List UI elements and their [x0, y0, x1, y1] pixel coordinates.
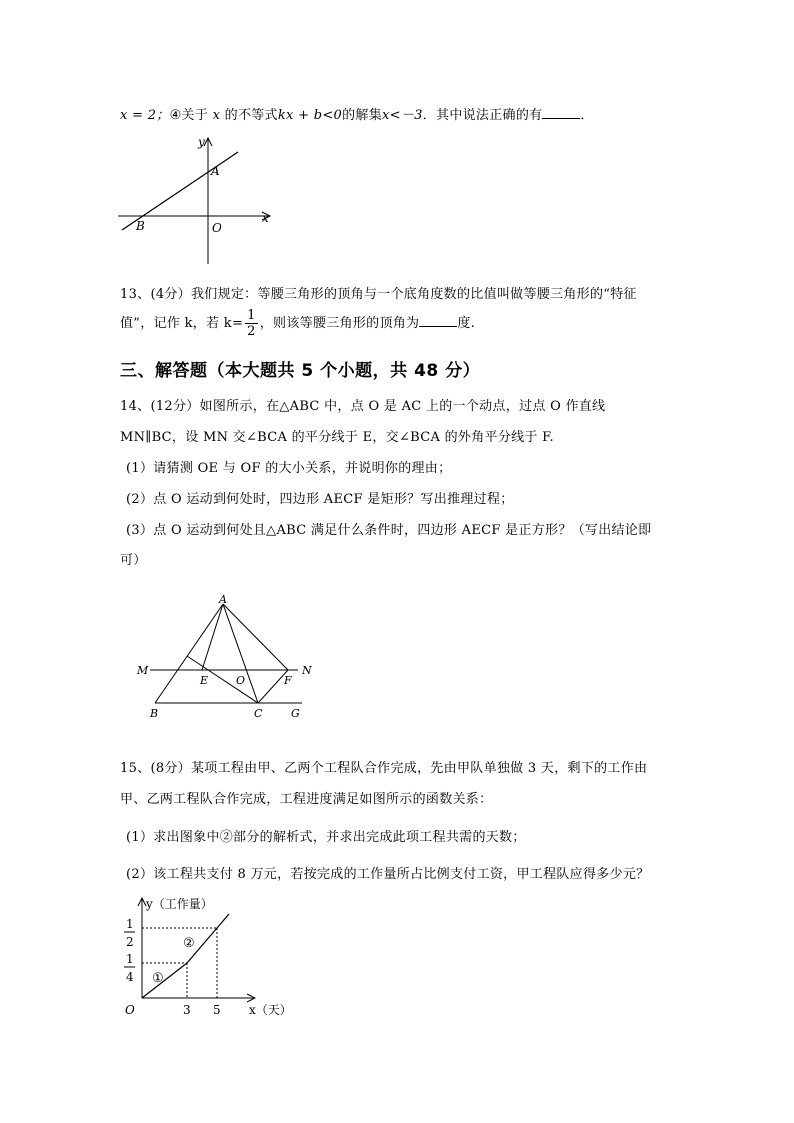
- q12-sol-lead: 的解集: [342, 108, 383, 123]
- fig3-ytick-half-den: 2: [126, 935, 134, 949]
- q13-line2-a: 值”，记作 k，若 k=: [120, 316, 244, 331]
- q14-line1: 14、(12分）如图所示，在△ABC 中，点 O 是 AC 上的一个动点，过点 O 作直线: [120, 399, 606, 414]
- q13-line2-end: 度.: [457, 316, 476, 331]
- q13-frac-den: 2: [247, 324, 256, 339]
- fig3-ytick-quarter-den: 4: [126, 970, 134, 984]
- fig3-ytick-quarter-num: 1: [126, 952, 134, 966]
- section3-title: 三、解答题（本大题共 5 个小题，共 48 分）: [120, 361, 481, 381]
- q12-var-x: x: [212, 108, 221, 123]
- q12-eq-part: x = 2；: [120, 108, 170, 123]
- fig3-xtick-3: 3: [183, 1003, 191, 1017]
- q13-frac-num: 1: [247, 308, 256, 323]
- fig3-xtick-5: 5: [213, 1003, 221, 1017]
- fig2-segment-AF: [223, 604, 288, 670]
- q15-line2: 甲、乙两工程队合作完成，工程进度满足如图所示的函数关系：: [120, 792, 493, 807]
- fig3-y-label: y（工作量）: [146, 897, 213, 911]
- fig2-label-C: C: [254, 707, 263, 720]
- fig1-label-x: x: [262, 211, 269, 225]
- fig3-x-label: x（天）: [249, 1003, 292, 1017]
- q13-line2-b: ，则该等腰三角形的顶角为: [259, 316, 420, 331]
- q12-inequality: kx + b<0: [277, 108, 343, 123]
- fig3-seg1-label: ①: [152, 971, 164, 986]
- q12-stmt4-end: ．其中说法正确的有: [422, 108, 543, 123]
- fig2-label-F: F: [284, 674, 292, 687]
- fig2-label-M: M: [137, 664, 149, 677]
- q14-part1: (1）请猜测 OE 与 OF 的大小关系，并说明你的理由；: [126, 461, 452, 476]
- fig1-label-O: O: [212, 221, 222, 235]
- q15-part1: (1）求出图象中②部分的解析式，并求出完成此项工程共需的天数；: [126, 830, 526, 845]
- fig1-label-B: B: [136, 219, 145, 233]
- fig2-label-O: O: [236, 674, 246, 687]
- figure-triangle-ABC: [130, 588, 320, 723]
- fig3-origin: O: [125, 1003, 135, 1017]
- q14-part2: (2）点 O 运动到何处时，四边形 AECF 是矩形？写出推理过程；: [126, 492, 514, 507]
- q12-answer-blank[interactable]: [542, 106, 580, 119]
- fig2-segment-AE: [202, 604, 223, 670]
- fig2-label-N: N: [302, 664, 312, 677]
- q14-line2: MN∥BC，设 MN 交∠BCA 的平分线于 E，交∠BCA 的外角平分线于 F.: [120, 430, 554, 445]
- q13-fraction: [245, 308, 258, 339]
- fig2-label-A: A: [219, 593, 227, 606]
- q12-stmt4-mid: 的不等式: [224, 108, 278, 123]
- q13-answer-blank[interactable]: [419, 314, 457, 327]
- q13-line1: 13、(4分）我们规定：等腰三角形的顶角与一个底角度数的比值叫做等腰三角形的“特征: [120, 287, 637, 302]
- fig2-bisector-CE: [187, 656, 258, 703]
- figure-linear-function: [110, 130, 280, 270]
- q12-solution: x<－3: [382, 108, 423, 123]
- q12-statement4: [120, 104, 594, 123]
- q12-stmt4-tail: ．: [580, 108, 594, 123]
- fig3-seg2-label: ②: [183, 936, 195, 951]
- q15-part2: (2）该工程共支付 8 万元，若按完成的工作量所占比例支付工资，甲工程队应得多少元？: [126, 867, 650, 882]
- q12-stmt4-prefix: ④关于: [169, 108, 209, 123]
- figure-work-progress-chart: [115, 892, 315, 1022]
- q13-line2: [120, 308, 475, 339]
- fig2-label-G: G: [291, 707, 300, 720]
- q14-part3a: (3）点 O 运动到何处且△ABC 满足什么条件时，四边形 AECF 是正方形？（写出结论即: [126, 523, 652, 538]
- fig3-segment-1: [142, 963, 187, 998]
- fig1-label-A: A: [211, 164, 220, 178]
- fig1-label-y: y: [198, 135, 205, 149]
- fig3-ytick-half-num: 1: [126, 917, 134, 931]
- q14-part3b: 可）: [120, 553, 147, 568]
- fig2-label-B: B: [150, 707, 159, 720]
- fig2-label-E: E: [200, 674, 209, 687]
- fig2-side-AC: [223, 604, 258, 703]
- fig2-side-AB: [155, 604, 223, 703]
- q15-line1: 15、(8分）某项工程由甲、乙两个工程队合作完成，先由甲队单独做 3 天，剩下的工作由: [120, 761, 648, 776]
